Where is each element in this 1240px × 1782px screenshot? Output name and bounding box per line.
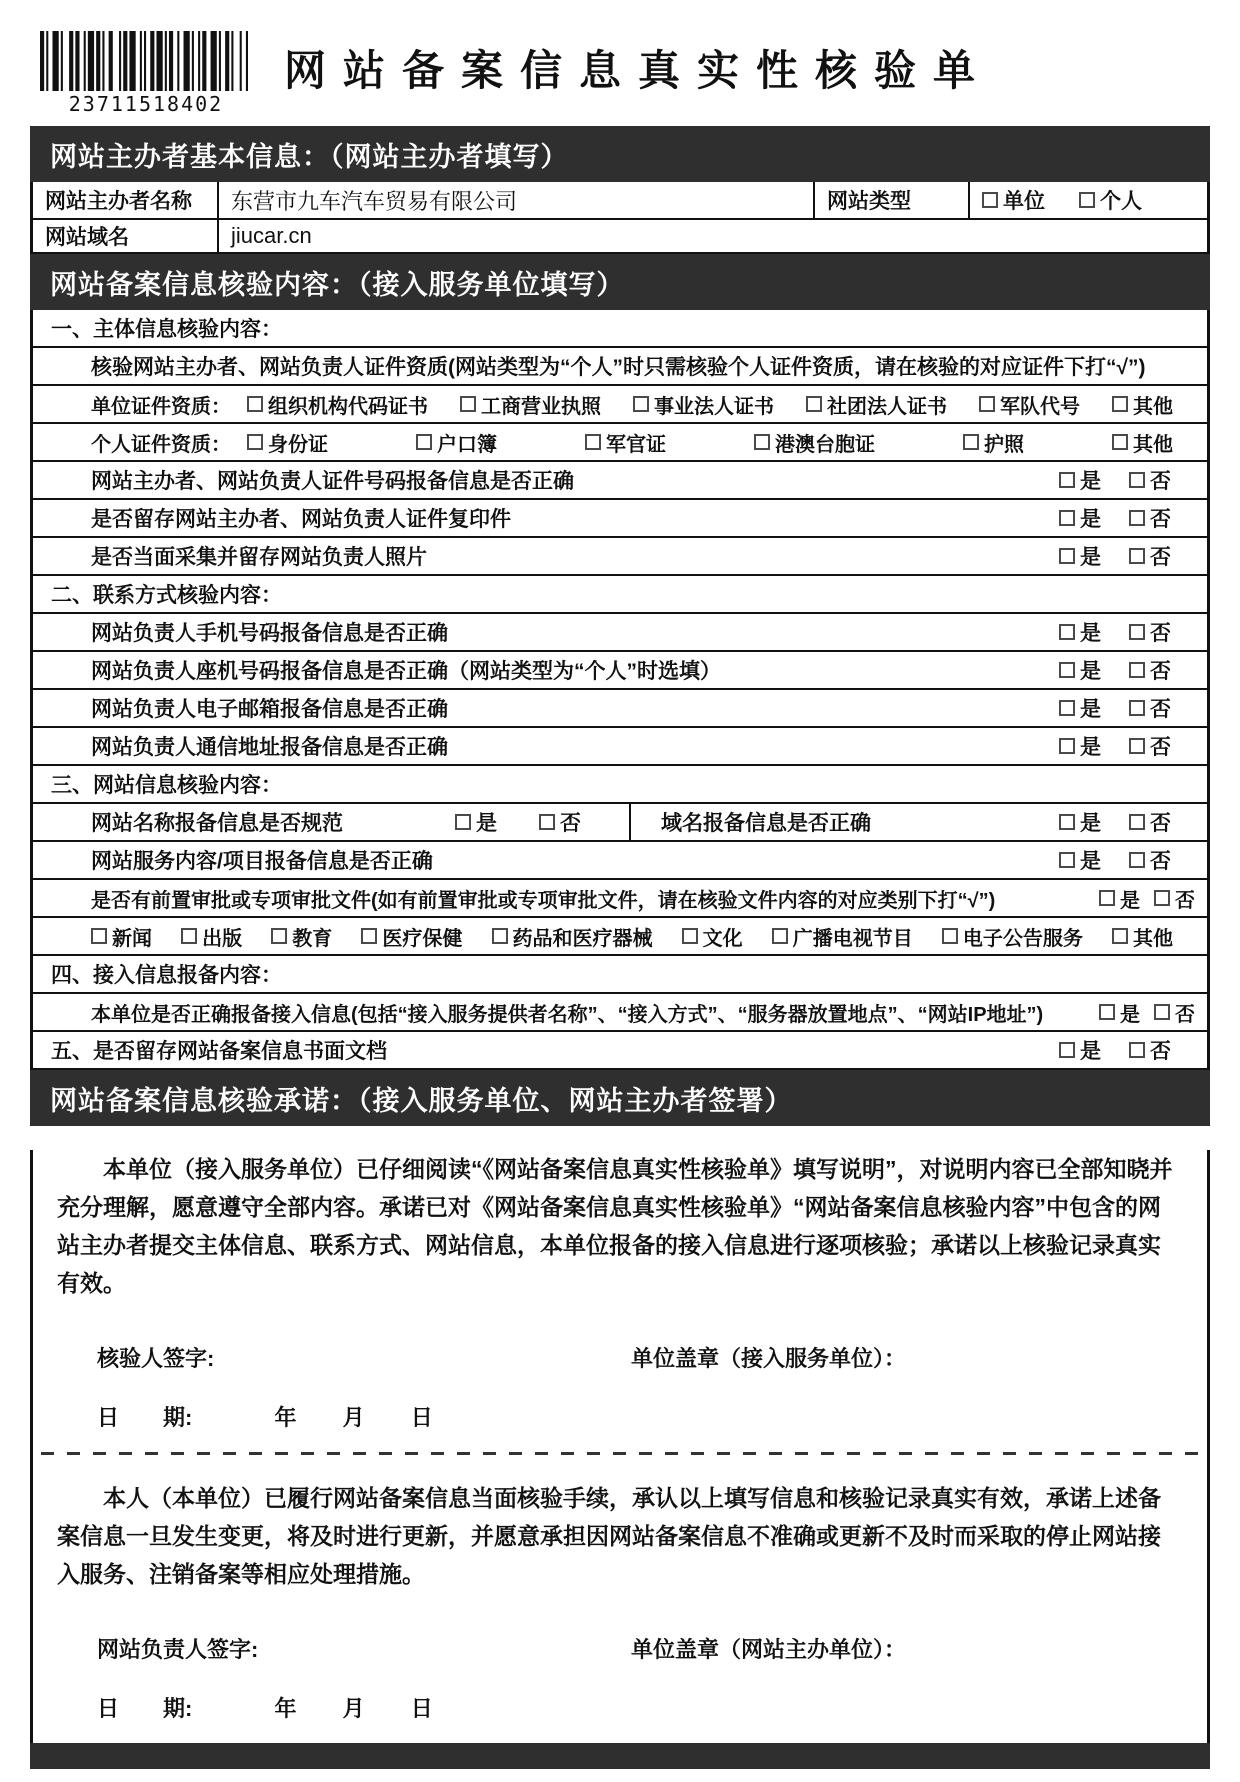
no-label: 否: [1175, 1003, 1195, 1026]
split-right: [631, 804, 1207, 840]
yes-checkbox[interactable]: [1059, 548, 1075, 564]
yes-label: 是: [1080, 660, 1101, 683]
verification-row: [33, 500, 1207, 538]
bottom-bar: [30, 1743, 1210, 1769]
document: [30, 28, 1210, 1769]
verification-row: [33, 538, 1207, 576]
option: [460, 390, 601, 419]
no-option: [1129, 465, 1171, 495]
verification-row: [33, 614, 1207, 652]
no-label: 否: [1150, 850, 1171, 873]
no-label: 否: [1150, 660, 1171, 683]
yes-option: [1099, 998, 1140, 1027]
verification-row: [33, 956, 1207, 994]
options-prefix: 个人证件资质：: [91, 433, 231, 456]
no-checkbox[interactable]: [1129, 548, 1145, 564]
site-type-unit-option: [982, 185, 1045, 215]
date-row-1: [97, 1401, 1207, 1432]
yes-no-group: [1059, 465, 1171, 495]
section-heading: 一、主体信息核验内容：: [51, 318, 282, 341]
no-option: [1129, 541, 1171, 571]
option-checkbox[interactable]: [361, 928, 377, 944]
personal-checkbox[interactable]: [1079, 192, 1095, 208]
option-label: 其他: [1133, 433, 1173, 456]
option-label: 教育: [292, 927, 333, 950]
section-commitment-title: 网站备案信息核验承诺：（接入服务单位、网站主办者签署）: [50, 1085, 793, 1116]
yes-option: [1099, 884, 1140, 913]
no-option: [1129, 845, 1171, 875]
domain-label: 网站域名: [33, 220, 219, 254]
verification-row: [33, 766, 1207, 804]
domain-value: jiucar.cn: [219, 220, 1207, 254]
section-heading: 三、网站信息核验内容：: [51, 774, 282, 797]
basic-info-table: [30, 182, 1210, 254]
option-label: 港澳台胞证: [775, 433, 875, 456]
verification-row: [33, 386, 1207, 424]
option: [585, 428, 666, 457]
option: [1112, 922, 1173, 951]
date-label: 日 期:: [97, 1696, 193, 1721]
yes-option: [1059, 807, 1101, 837]
isp-seal-label: 单位盖章（接入服务单位）：: [631, 1346, 907, 1371]
option-checkbox[interactable]: [1112, 434, 1128, 450]
yes-option: [1059, 465, 1101, 495]
option: [361, 922, 462, 951]
section-verification-title: 网站备案信息核验内容：（接入服务单位填写）: [50, 269, 625, 300]
yes-no-group: [1059, 617, 1171, 647]
no-label: 否: [1150, 546, 1171, 569]
verification-row: [33, 804, 1207, 842]
option: [963, 428, 1024, 457]
option: [772, 922, 913, 951]
option-label: 出版: [202, 927, 243, 950]
unit-label: 单位: [1003, 190, 1045, 213]
yes-option: [1059, 503, 1101, 533]
yes-checkbox[interactable]: [1059, 662, 1075, 678]
option-checkbox[interactable]: [585, 434, 601, 450]
no-checkbox[interactable]: [1129, 624, 1145, 640]
site-manager-signature-label: 网站负责人签字:: [97, 1637, 259, 1662]
no-label: 否: [1150, 508, 1171, 531]
option-checkbox[interactable]: [772, 928, 788, 944]
page: [0, 28, 1240, 1782]
yes-label: 是: [1080, 698, 1101, 721]
options-prefix: 单位证件资质：: [91, 395, 231, 418]
option-label: 军官证: [606, 433, 666, 456]
yes-label: 是: [1080, 546, 1101, 569]
option-checkbox[interactable]: [633, 396, 649, 412]
commitment-body: [30, 1150, 1210, 1743]
verification-row: [33, 652, 1207, 690]
split-left: [33, 804, 631, 840]
option: [942, 922, 1083, 951]
verification-row: [33, 918, 1207, 956]
yes-option: [1059, 693, 1101, 723]
no-checkbox[interactable]: [1129, 814, 1145, 830]
yes-no-group: [1059, 845, 1171, 875]
option-checkbox[interactable]: [806, 396, 822, 412]
option: [979, 390, 1080, 419]
yes-option: [1059, 731, 1101, 761]
yes-checkbox[interactable]: [1059, 1042, 1075, 1058]
year-label: 年: [274, 1696, 297, 1721]
section-basic-info-bar: [30, 126, 1210, 182]
yes-option: [1059, 541, 1101, 571]
question-text: 本单位是否正确报备接入信息(包括“接入服务提供者名称”、“接入方式”、“服务器放置地点”、“网站IP地址”): [91, 1003, 1044, 1026]
verification-row: [33, 994, 1207, 1032]
option-checkbox[interactable]: [91, 928, 107, 944]
yes-checkbox[interactable]: [1059, 738, 1075, 754]
option: [633, 390, 774, 419]
yes-no-group: [1099, 998, 1195, 1027]
site-type-options: [970, 182, 1207, 220]
section-commitment-bar: [30, 1070, 1210, 1126]
option: [247, 390, 428, 419]
no-label: 否: [1150, 698, 1171, 721]
form-title: 网站备案信息真实性核验单: [284, 47, 993, 94]
barcode: [30, 28, 262, 116]
question-text: 网站负责人电子邮箱报备信息是否正确: [91, 698, 448, 721]
yes-no-group: [1059, 655, 1171, 685]
option-checkbox[interactable]: [492, 928, 508, 944]
question-text: 是否有前置审批或专项审批文件(如有前置审批或专项审批文件，请在核验文件内容的对应类别下打“√”): [91, 889, 996, 912]
section-verification-bar: [30, 254, 1210, 310]
verification-row: [33, 1032, 1207, 1070]
yes-label: 是: [1120, 1003, 1140, 1026]
yes-label: 是: [1080, 622, 1101, 645]
verification-row: [33, 880, 1207, 918]
yes-no-group: [1099, 884, 1195, 913]
yes-no-group: [1059, 1035, 1171, 1065]
option-checkbox[interactable]: [963, 434, 979, 450]
yes-checkbox[interactable]: [1059, 472, 1075, 488]
yes-option: [1059, 655, 1101, 685]
verification-row: [33, 842, 1207, 880]
yes-no-group: [1059, 807, 1171, 837]
option-label: 身份证: [268, 433, 328, 456]
date-row-2: [97, 1692, 1207, 1723]
question-text: 是否留存网站主办者、网站负责人证件复印件: [91, 508, 511, 531]
yes-label: 是: [1080, 736, 1101, 759]
option-checkbox[interactable]: [1112, 928, 1128, 944]
option-checkbox[interactable]: [247, 434, 263, 450]
yes-checkbox[interactable]: [1059, 814, 1075, 830]
dashed-separator: [41, 1452, 1199, 1455]
section-heading: 四、接入信息报备内容：: [51, 964, 282, 987]
option-checkbox[interactable]: [416, 434, 432, 450]
yes-option: [1059, 845, 1101, 875]
no-option: [1154, 884, 1195, 913]
no-label: 否: [1150, 1040, 1171, 1063]
no-label: 否: [1150, 470, 1171, 493]
no-label: 否: [1150, 812, 1171, 835]
question-text: 网站负责人通信地址报备信息是否正确: [91, 736, 448, 759]
verifier-signature-label: 核验人签字:: [97, 1346, 215, 1371]
option-label: 组织机构代码证书: [268, 395, 428, 418]
option-checkbox[interactable]: [247, 396, 263, 412]
option-checkbox[interactable]: [1112, 396, 1128, 412]
yes-label: 是: [1080, 1040, 1101, 1063]
verification-rows: [30, 310, 1210, 1070]
question-text: 网站主办者、网站负责人证件号码报备信息是否正确: [91, 470, 574, 493]
option-label: 药品和医疗器械: [512, 927, 653, 950]
question-text: 是否当面采集并留存网站负责人照片: [91, 546, 427, 569]
year-label: 年: [274, 1405, 297, 1430]
yes-no-group: [1059, 693, 1171, 723]
no-option: [539, 807, 581, 837]
month-label: 月: [342, 1405, 365, 1430]
option-label: 户口簿: [437, 433, 497, 456]
option-label: 新闻: [112, 927, 152, 950]
yes-label: 是: [1080, 508, 1101, 531]
option: [181, 922, 242, 951]
option-checkbox[interactable]: [754, 434, 770, 450]
verification-row: [33, 690, 1207, 728]
yes-checkbox[interactable]: [1099, 1004, 1115, 1020]
no-option: [1129, 807, 1171, 837]
no-checkbox[interactable]: [1129, 662, 1145, 678]
yes-option: [455, 807, 497, 837]
no-checkbox[interactable]: [1129, 852, 1145, 868]
no-checkbox[interactable]: [1154, 1004, 1170, 1020]
yes-label: 是: [1080, 850, 1101, 873]
no-option: [1129, 655, 1171, 685]
no-label: 否: [1150, 622, 1171, 645]
yes-no-group: [1059, 541, 1171, 571]
verification-row: [33, 424, 1207, 462]
no-option: [1154, 998, 1195, 1027]
verification-row: [33, 728, 1207, 766]
yes-checkbox[interactable]: [455, 814, 471, 830]
no-label: 否: [560, 812, 581, 835]
option-label: 其他: [1133, 927, 1173, 950]
option-label: 文化: [702, 927, 743, 950]
option-checkbox[interactable]: [942, 928, 958, 944]
no-option: [1129, 1035, 1171, 1065]
option: [682, 922, 743, 951]
yes-label: 是: [1120, 889, 1140, 912]
no-label: 否: [1175, 889, 1195, 912]
site-type-personal-option: [1079, 185, 1142, 215]
form-header: [30, 28, 1210, 126]
option-label: 工商营业执照: [481, 395, 601, 418]
day-label: 日: [410, 1405, 433, 1430]
no-option: [1129, 617, 1171, 647]
yes-option: [1059, 1035, 1101, 1065]
organizer-seal-label: 单位盖章（网站主办单位）：: [631, 1637, 907, 1662]
yes-checkbox[interactable]: [1099, 890, 1115, 906]
no-option: [1129, 693, 1171, 723]
option-checkbox[interactable]: [460, 396, 476, 412]
option-checkbox[interactable]: [271, 928, 287, 944]
verification-row: [33, 348, 1207, 386]
yes-option: [1059, 617, 1101, 647]
unit-checkbox[interactable]: [982, 192, 998, 208]
question-text: 网站负责人座机号码报备信息是否正确（网站类型为“个人”时选填）: [91, 660, 721, 683]
yes-label: 是: [476, 812, 497, 835]
option-label: 护照: [984, 433, 1024, 456]
yes-checkbox[interactable]: [1059, 852, 1075, 868]
option: [754, 428, 875, 457]
no-checkbox[interactable]: [1129, 472, 1145, 488]
section-basic-info-title: 网站主办者基本信息：（网站主办者填写）: [50, 141, 569, 172]
organizer-name-value: 东营市九车汽车贸易有限公司: [219, 182, 815, 220]
yes-checkbox[interactable]: [1059, 700, 1075, 716]
option: [416, 428, 497, 457]
date-label: 日 期:: [97, 1405, 193, 1430]
question-text: 域名报备信息是否正确: [661, 812, 871, 835]
no-checkbox[interactable]: [1129, 738, 1145, 754]
options-group: [231, 428, 1207, 457]
option: [1112, 428, 1173, 457]
sign-row-site-manager: [97, 1633, 1207, 1664]
options-group: [231, 390, 1207, 419]
no-checkbox[interactable]: [1129, 1042, 1145, 1058]
yes-label: 是: [1080, 812, 1101, 835]
yes-no-group: [1059, 731, 1171, 761]
organizer-name-label: 网站主办者名称: [33, 182, 219, 220]
no-checkbox[interactable]: [1154, 890, 1170, 906]
option: [271, 922, 332, 951]
barcode-icon: [40, 31, 252, 91]
yes-checkbox[interactable]: [1059, 510, 1075, 526]
option-checkbox[interactable]: [181, 928, 197, 944]
commitment-paragraph-1: 本单位（接入服务单位）已仔细阅读“《网站备案信息真实性核验单》填写说明”，对说明内容已全部知晓并充分理解，愿意遵守全部内容。承诺已对《网站备案信息真实性核验单》“网站备案信息核验内容”中包含的网站主办者提交主体信息、联系方式、网站信息，本单位报备的接入信息进行逐项核验；承诺以上核验记录真实有效。: [57, 1156, 1173, 1296]
options-group: [33, 922, 1207, 951]
option-label: 其他: [1133, 395, 1173, 418]
no-checkbox[interactable]: [1129, 510, 1145, 526]
barcode-number: 23711518402: [68, 92, 224, 116]
yes-label: 是: [1080, 470, 1101, 493]
option-label: 军队代号: [1000, 395, 1080, 418]
question-text: 网站负责人手机号码报备信息是否正确: [91, 622, 448, 645]
option: [492, 922, 653, 951]
no-label: 否: [1150, 736, 1171, 759]
month-label: 月: [342, 1696, 365, 1721]
yes-no-group: [1059, 503, 1171, 533]
verification-row: [33, 576, 1207, 614]
no-checkbox[interactable]: [1129, 700, 1145, 716]
section-heading: 五、是否留存网站备案信息书面文档: [51, 1040, 387, 1063]
site-type-label: 网站类型: [815, 182, 970, 220]
option-label: 事业法人证书: [654, 395, 774, 418]
option: [1112, 390, 1173, 419]
option-label: 广播电视节目: [792, 927, 913, 950]
verification-row: [33, 310, 1207, 348]
no-option: [1129, 503, 1171, 533]
yes-checkbox[interactable]: [1059, 624, 1075, 640]
question-text: 网站服务内容/项目报备信息是否正确: [91, 850, 433, 873]
day-label: 日: [410, 1696, 433, 1721]
option: [247, 428, 328, 457]
option-label: 医疗保健: [382, 927, 463, 950]
verification-row: [33, 462, 1207, 500]
commitment-paragraph-2: 本人（本单位）已履行网站备案信息当面核验手续，承认以上填写信息和核验记录真实有效，承诺上述备案信息一旦发生变更，将及时进行更新，并愿意承担因网站备案信息不准确或更新不及时而采取的停止网站接入服务、注销备案等相应处理措施。: [57, 1485, 1161, 1587]
option-label: 社团法人证书: [827, 395, 947, 418]
no-checkbox[interactable]: [539, 814, 555, 830]
option-checkbox[interactable]: [682, 928, 698, 944]
option-label: 电子公告服务: [962, 927, 1083, 950]
option: [91, 922, 152, 951]
option: [806, 390, 947, 419]
sign-row-verifier: [97, 1342, 1207, 1373]
no-option: [1129, 731, 1171, 761]
personal-label: 个人: [1100, 190, 1142, 213]
section-heading: 二、联系方式核验内容：: [51, 584, 282, 607]
option-checkbox[interactable]: [979, 396, 995, 412]
question-text: 网站名称报备信息是否规范: [91, 812, 343, 835]
yes-no-group: [455, 807, 581, 837]
note-text: 核验网站主办者、网站负责人证件资质(网站类型为“个人”时只需核验个人证件资质，请在核验的对应证件下打“√”): [91, 356, 1146, 379]
